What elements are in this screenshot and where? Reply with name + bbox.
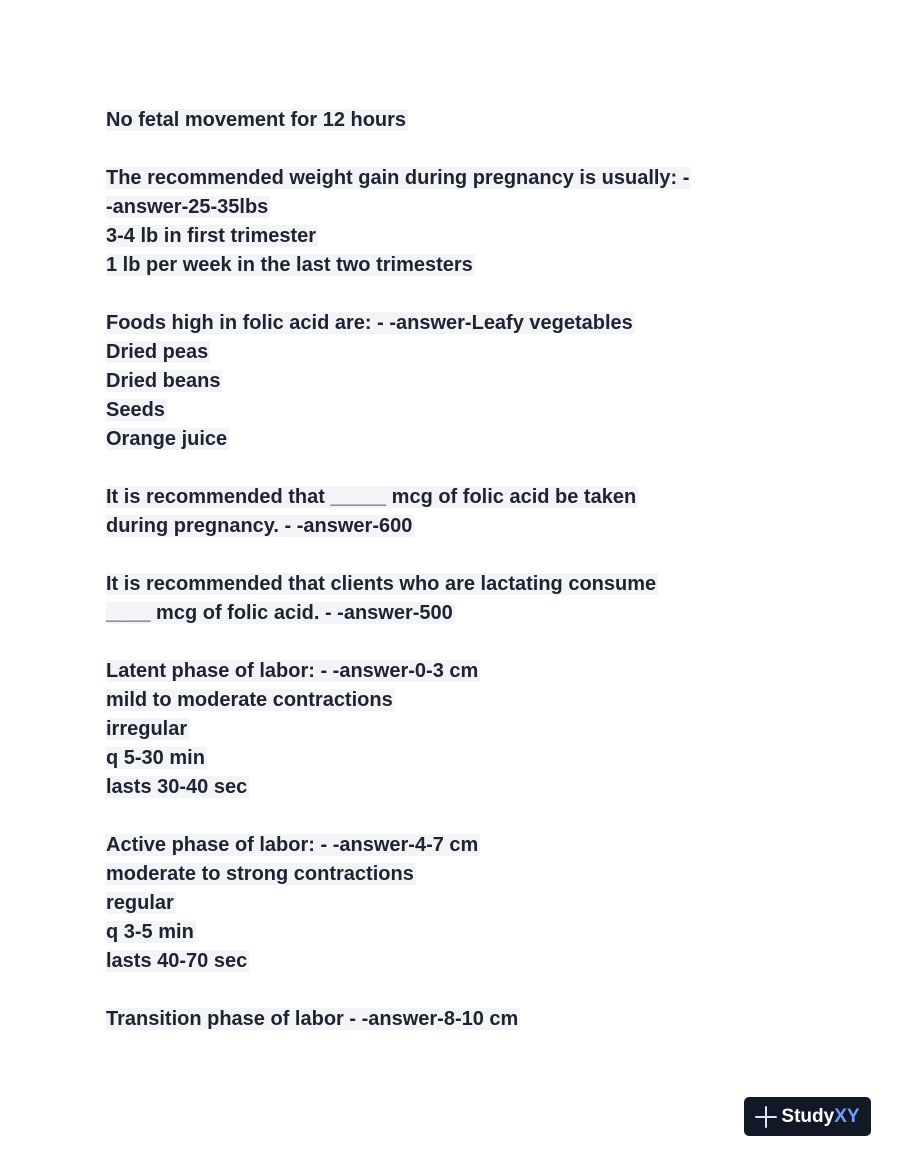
text-line: Foods high in folic acid are: - -answer-Leafy vegetables (106, 312, 633, 334)
text-line: Latent phase of labor: - -answer-0-3 cm (106, 660, 479, 682)
studyxy-badge[interactable] (744, 1097, 871, 1136)
text-line: The recommended weight gain during pregnancy is usually: - (106, 167, 690, 189)
document-body (106, 106, 806, 1063)
text-line: lasts 40-70 sec (106, 950, 248, 972)
paragraph-active-phase (106, 831, 806, 976)
brand-main: Study (781, 1105, 835, 1127)
paragraph-folic-pregnancy (106, 483, 806, 541)
text-line: Transition phase of labor - -answer-8-10 cm (106, 1008, 519, 1030)
paragraph-weight-gain (106, 164, 806, 280)
paragraph-fetal-movement (106, 106, 806, 135)
text-line: No fetal movement for 12 hours (106, 109, 407, 131)
text-line: regular (106, 892, 174, 914)
text-line: mild to moderate contractions (106, 689, 393, 711)
text-line: q 3-5 min (106, 921, 194, 943)
paragraph-folic-foods (106, 309, 806, 454)
text-line: q 5-30 min (106, 747, 205, 769)
paragraph-folic-lactating (106, 570, 806, 628)
text-line: Dried beans (106, 370, 221, 392)
paragraph-transition-phase (106, 1005, 806, 1034)
text-line: Orange juice (106, 428, 228, 450)
text-line: -answer-25-35lbs (106, 196, 269, 218)
paragraph-latent-phase (106, 657, 806, 802)
text-line: It is recommended that clients who are lactating consume (106, 573, 657, 595)
text-line: Seeds (106, 399, 165, 421)
text-line: Dried peas (106, 341, 209, 363)
plus-icon (755, 1106, 777, 1128)
text-line: ____ mcg of folic acid. - -answer-500 (106, 602, 453, 624)
text-line: Active phase of labor: - -answer-4-7 cm (106, 834, 479, 856)
text-line: 1 lb per week in the last two trimesters (106, 254, 473, 276)
text-line: moderate to strong contractions (106, 863, 414, 885)
text-line: 3-4 lb in first trimester (106, 225, 317, 247)
text-line: lasts 30-40 sec (106, 776, 248, 798)
text-line: It is recommended that _____ mcg of folic acid be taken (106, 486, 637, 508)
brand-accent: XY (834, 1105, 860, 1127)
text-line: irregular (106, 718, 188, 740)
text-line: during pregnancy. - -answer-600 (106, 515, 413, 537)
brand-logo-text (781, 1106, 859, 1128)
